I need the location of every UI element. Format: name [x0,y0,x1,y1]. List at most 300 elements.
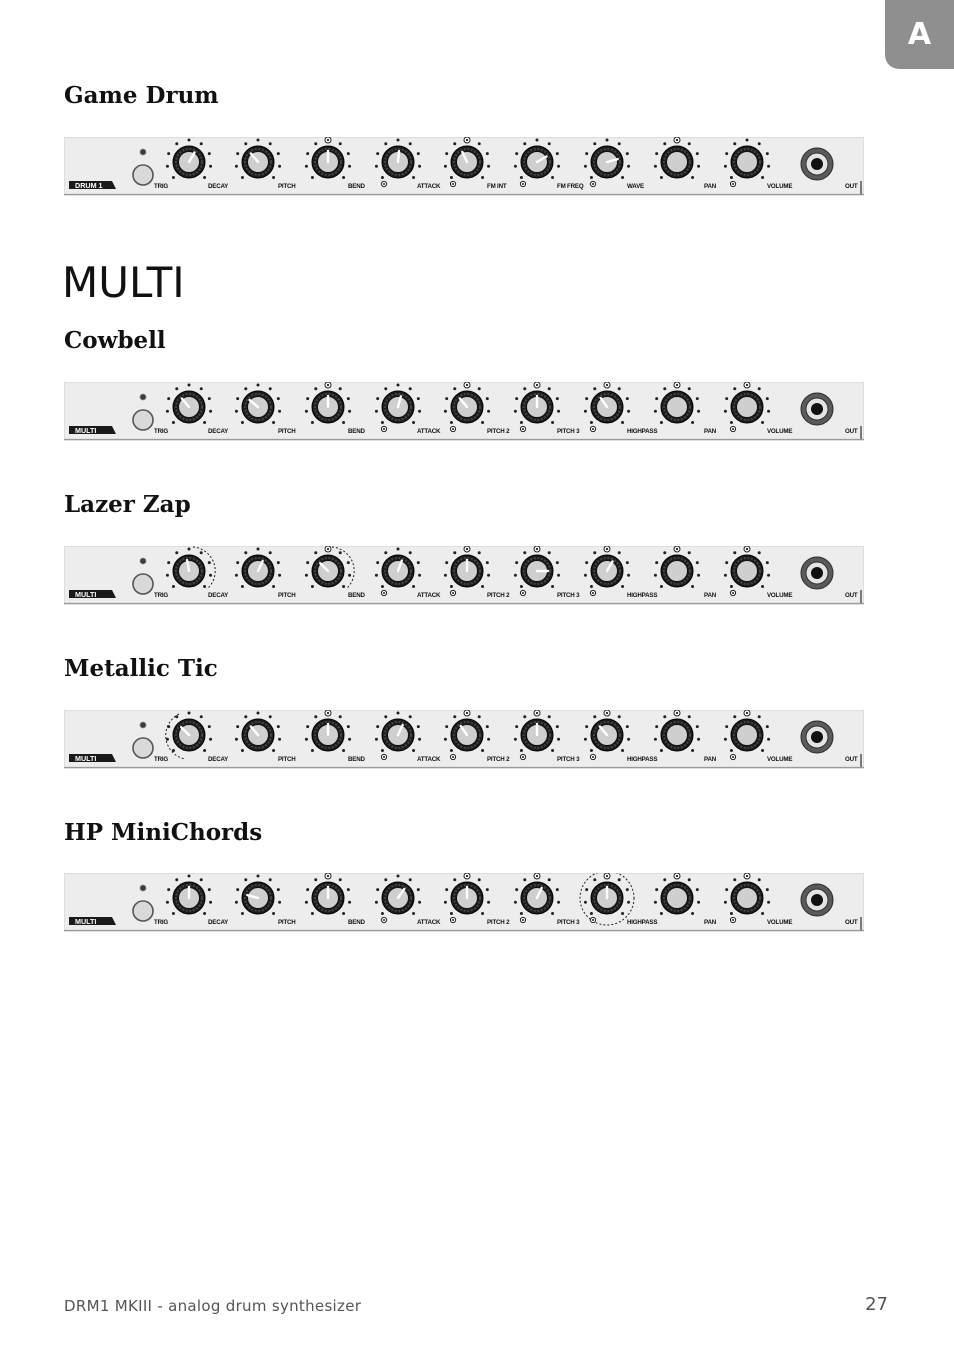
knob-cap [667,725,688,746]
control-label: PITCH 3 [557,428,580,435]
knob-scale-dot [381,421,384,424]
knob-scale-dot [761,749,764,752]
knob-scale-dot [520,421,523,424]
knob-scale-dot [375,738,378,741]
knob-scale-dot [655,561,658,564]
knob-scale-dot [257,875,260,878]
trig-led [140,885,146,891]
knob-scale-dot [397,384,400,387]
knob-scale-dot [167,397,170,400]
knob-scale-dot [444,738,447,741]
knob-scale-dot [627,574,630,577]
control-label: ATTACK [417,428,441,435]
knob-scale-dot [514,410,517,413]
knob-scale-dot [381,176,384,179]
control-label: HIGHPASS [627,756,658,763]
knob-scale-dot [696,725,699,728]
knob-scale-dot [384,715,387,718]
knob-scale-dot [444,574,447,577]
knob-center-dot [746,548,748,550]
knob-scale-dot [277,152,280,155]
trig-button [133,410,153,430]
cv-jack-dot [522,428,524,430]
knob-scale-dot [381,585,384,588]
knob-scale-dot [621,421,624,424]
knob-scale-dot [208,152,211,155]
knob-scale-dot [523,387,526,390]
knob-scale-dot [200,142,203,145]
knob-scale-dot [486,561,489,564]
control-label: DECAY [208,592,229,599]
knob-scale-dot [235,165,238,168]
knob-scale-dot [236,152,239,155]
knob-scale-dot [627,738,630,741]
knob-scale-dot [627,165,630,168]
cv-jack-dot [522,592,524,594]
knob-scale-dot [758,387,761,390]
knob-scale-dot [235,410,238,413]
knob-scale-dot [347,725,350,728]
knob-scale-dot [188,139,191,142]
knob-scale-dot [733,878,736,881]
knob-scale-dot [417,725,420,728]
knob-scale-dot [481,749,484,752]
knob-scale-dot [269,387,272,390]
knob-scale-dot [487,410,490,413]
knob-scale-dot [375,410,378,413]
knob-scale-dot [724,901,727,904]
control-label: PITCH 2 [487,428,510,435]
knob-center-dot [536,875,538,877]
knob-scale-dot [241,421,244,424]
knob-scale-dot [412,749,415,752]
knob-scale-dot [688,142,691,145]
knob-scale-dot [314,551,317,554]
knob-scale-dot [397,875,400,878]
knob-scale-dot [306,152,309,155]
knob-scale-dot [450,912,453,915]
knob-scale-dot [767,738,770,741]
knob-scale-dot [487,901,490,904]
knob-scale-dot [339,715,342,718]
knob-center-dot [746,712,748,714]
knob-center-dot [466,548,468,550]
appendix-tab: A [885,0,954,69]
knob-scale-dot [381,912,384,915]
knob-scale-dot [384,142,387,145]
cv-jack-dot [592,919,594,921]
knob-scale-dot [175,142,178,145]
knob-scale-dot [557,410,560,413]
cv-jack-dot [452,428,454,430]
knob-scale-dot [724,165,727,168]
knob-scale-dot [515,397,518,400]
control-label: PITCH [278,592,296,599]
knob-scale-dot [593,387,596,390]
knob-scale-dot [241,912,244,915]
knob-scale-dot [730,585,733,588]
knob-scale-dot [236,725,239,728]
knob-scale-dot [311,585,314,588]
knob-scale-dot [556,888,559,891]
knob-scale-dot [725,561,728,564]
knob-scale-dot [376,888,379,891]
knob-center-dot [676,384,678,386]
knob-scale-dot [481,912,484,915]
knob-scale-dot [523,715,526,718]
module-badge-label: MULTI [75,426,97,435]
knob-scale-dot [244,551,247,554]
drum-panel-hp-minichords [64,873,864,933]
knob-scale-dot [697,738,700,741]
knob-scale-dot [175,551,178,554]
knob-center-dot [606,875,608,877]
knob-scale-dot [244,387,247,390]
module-badge-label: MULTI [75,754,97,763]
knob-scale-dot [348,901,351,904]
cv-jack-dot [732,756,734,758]
knob-scale-dot [486,152,489,155]
knob-scale-dot [758,551,761,554]
out-jack-hole [811,894,823,906]
knob-scale-dot [626,152,629,155]
knob-scale-dot [766,888,769,891]
knob-scale-dot [618,387,621,390]
knob-scale-dot [515,888,518,891]
knob-scale-dot [655,152,658,155]
knob-scale-dot [167,888,170,891]
knob-scale-dot [730,176,733,179]
knob-scale-dot [557,901,560,904]
knob-scale-dot [208,888,211,891]
knob-scale-dot [696,561,699,564]
knob-cap [667,888,688,909]
control-label: OUT [845,919,858,926]
knob-scale-dot [481,585,484,588]
control-label: PITCH 3 [557,756,580,763]
knob-scale-dot [584,574,587,577]
knob-scale-dot [691,749,694,752]
knob-scale-dot [278,574,281,577]
knob-scale-dot [203,585,206,588]
knob-scale-dot [339,878,342,881]
control-label: TRIG [154,756,168,763]
knob-scale-dot [691,585,694,588]
knob-scale-dot [725,725,728,728]
knob-scale-dot [167,152,170,155]
knob-scale-dot [339,551,342,554]
knob-scale-dot [654,165,657,168]
knob-scale-dot [551,421,554,424]
knob-scale-dot [556,397,559,400]
knob-scale-dot [730,421,733,424]
knob-scale-dot [514,738,517,741]
knob-center-dot [327,712,329,714]
knob-scale-dot [696,397,699,400]
control-label: VOLUME [767,428,793,435]
control-label: PAN [704,592,717,599]
knob-cap [667,152,688,173]
cv-jack-dot [732,919,734,921]
knob-scale-dot [590,176,593,179]
preset-title-hp-minichords: HP MiniChords [64,819,263,846]
knob-scale-dot [556,725,559,728]
knob-scale-dot [486,397,489,400]
knob-scale-dot [314,387,317,390]
knob-scale-dot [384,878,387,881]
knob-scale-dot [655,725,658,728]
knob-scale-dot [444,410,447,413]
trig-led [140,722,146,728]
knob-scale-dot [663,142,666,145]
control-label: PITCH [278,428,296,435]
out-jack-hole [811,731,823,743]
knob-scale-dot [257,139,260,142]
knob-scale-dot [311,912,314,915]
knob-scale-dot [257,548,260,551]
module-badge-label: DRUM 1 [75,181,103,190]
knob-scale-dot [514,165,517,168]
knob-scale-dot [314,142,317,145]
knob-center-dot [676,548,678,550]
knob-scale-dot [548,715,551,718]
knob-scale-dot [621,585,624,588]
knob-scale-dot [660,585,663,588]
knob-scale-dot [257,712,260,715]
knob-cap [737,725,758,746]
knob-scale-dot [209,165,212,168]
knob-scale-dot [590,749,593,752]
knob-scale-dot [618,715,621,718]
knob-scale-dot [311,749,314,752]
knob-cap [667,561,688,582]
knob-scale-dot [767,574,770,577]
cv-jack-dot [522,919,524,921]
cv-jack-dot [592,756,594,758]
cv-jack-dot [732,428,734,430]
knob-scale-dot [417,397,420,400]
out-jack-hole [811,567,823,579]
control-label: HIGHPASS [627,428,658,435]
knob-scale-dot [208,725,211,728]
knob-scale-dot [486,725,489,728]
knob-scale-dot [235,738,238,741]
knob-scale-dot [209,574,212,577]
trig-led [140,149,146,155]
control-label: PITCH 2 [487,756,510,763]
knob-scale-dot [746,139,749,142]
knob-scale-dot [585,888,588,891]
knob-scale-dot [257,384,260,387]
knob-scale-dot [478,551,481,554]
knob-scale-dot [409,715,412,718]
cv-jack-dot [452,183,454,185]
knob-scale-dot [654,901,657,904]
knob-scale-dot [724,574,727,577]
knob-scale-dot [758,878,761,881]
drum-panel-cowbell [64,382,864,442]
knob-scale-dot [172,585,175,588]
control-label: PITCH [278,183,296,190]
knob-scale-dot [548,142,551,145]
knob-scale-dot [236,561,239,564]
knob-center-dot [466,712,468,714]
knob-cap [667,397,688,418]
knob-scale-dot [520,749,523,752]
knob-scale-dot [621,749,624,752]
control-label: PAN [704,756,717,763]
knob-scale-dot [590,421,593,424]
cv-jack-dot [383,183,385,185]
control-label: TRIG [154,592,168,599]
trig-led [140,394,146,400]
knob-scale-dot [236,888,239,891]
knob-scale-dot [733,142,736,145]
cv-jack-dot [383,756,385,758]
knob-scale-dot [523,878,526,881]
knob-scale-dot [654,738,657,741]
knob-scale-dot [244,715,247,718]
knob-scale-dot [761,912,764,915]
knob-scale-dot [515,725,518,728]
control-label: PITCH 2 [487,919,510,926]
knob-scale-dot [278,901,281,904]
knob-scale-dot [339,142,342,145]
knob-scale-dot [342,585,345,588]
knob-scale-dot [557,165,560,168]
knob-scale-dot [200,387,203,390]
knob-scale-dot [418,574,421,577]
knob-scale-dot [278,738,281,741]
knob-scale-dot [188,875,191,878]
knob-scale-dot [445,397,448,400]
knob-scale-dot [167,561,170,564]
control-label: OUT [845,756,858,763]
knob-scale-dot [618,142,621,145]
knob-scale-dot [347,561,350,564]
knob-scale-dot [520,176,523,179]
knob-scale-dot [417,561,420,564]
knob-scale-dot [696,152,699,155]
trig-button [133,165,153,185]
knob-scale-dot [520,912,523,915]
preset-title-cowbell: Cowbell [64,327,166,354]
out-jack-hole [811,158,823,170]
knob-scale-dot [305,410,308,413]
knob-scale-dot [417,152,420,155]
knob-scale-dot [557,574,560,577]
page-number: 27 [865,1294,888,1315]
knob-scale-dot [347,152,350,155]
knob-scale-dot [412,585,415,588]
knob-scale-dot [306,561,309,564]
knob-scale-dot [418,165,421,168]
knob-scale-dot [384,551,387,554]
control-label: PAN [704,428,717,435]
knob-scale-dot [453,715,456,718]
knob-scale-dot [339,387,342,390]
control-label: VOLUME [767,919,793,926]
knob-scale-dot [691,421,694,424]
control-label: HIGHPASS [627,919,658,926]
control-label: BEND [348,592,365,599]
knob-scale-dot [305,738,308,741]
knob-scale-dot [203,176,206,179]
cv-jack-dot [452,756,454,758]
knob-center-dot [327,139,329,141]
knob-scale-dot [655,397,658,400]
knob-scale-dot [655,888,658,891]
knob-scale-dot [272,749,275,752]
knob-scale-dot [209,901,212,904]
knob-scale-dot [175,878,178,881]
knob-scale-dot [627,410,630,413]
knob-center-dot [676,712,678,714]
control-label: ATTACK [417,183,441,190]
control-label: TRIG [154,183,168,190]
knob-scale-dot [725,397,728,400]
knob-scale-dot [626,397,629,400]
knob-scale-dot [418,738,421,741]
knob-scale-dot [758,142,761,145]
knob-scale-dot [397,712,400,715]
module-badge-label: MULTI [75,917,97,926]
knob-scale-dot [730,749,733,752]
knob-scale-dot [269,715,272,718]
knob-cap [737,561,758,582]
knob-scale-dot [244,142,247,145]
knob-scale-dot [209,738,212,741]
control-label: DECAY [208,428,229,435]
knob-scale-dot [200,715,203,718]
knob-scale-dot [626,725,629,728]
knob-scale-dot [172,421,175,424]
knob-scale-dot [585,561,588,564]
knob-scale-dot [272,912,275,915]
knob-scale-dot [478,878,481,881]
drum-panel-lazer-zap [64,546,864,606]
knob-scale-dot [412,912,415,915]
knob-scale-dot [697,901,700,904]
trig-button [133,901,153,921]
knob-scale-dot [618,878,621,881]
knob-scale-dot [766,561,769,564]
knob-scale-dot [409,387,412,390]
control-label: FM FREQ [557,183,584,190]
knob-scale-dot [314,715,317,718]
knob-scale-dot [660,749,663,752]
knob-scale-dot [724,738,727,741]
knob-scale-dot [305,574,308,577]
control-label: ATTACK [417,592,441,599]
knob-scale-dot [235,574,238,577]
knob-scale-dot [450,585,453,588]
knob-scale-dot [556,152,559,155]
knob-scale-dot [523,551,526,554]
knob-scale-dot [487,165,490,168]
knob-scale-dot [585,725,588,728]
module-badge-label: MULTI [75,590,97,599]
knob-scale-dot [584,165,587,168]
knob-scale-dot [450,176,453,179]
knob-scale-dot [203,749,206,752]
knob-scale-dot [724,410,727,413]
knob-scale-dot [412,176,415,179]
knob-center-dot [327,384,329,386]
knob-scale-dot [663,387,666,390]
knob-scale-dot [654,410,657,413]
knob-scale-dot [347,888,350,891]
